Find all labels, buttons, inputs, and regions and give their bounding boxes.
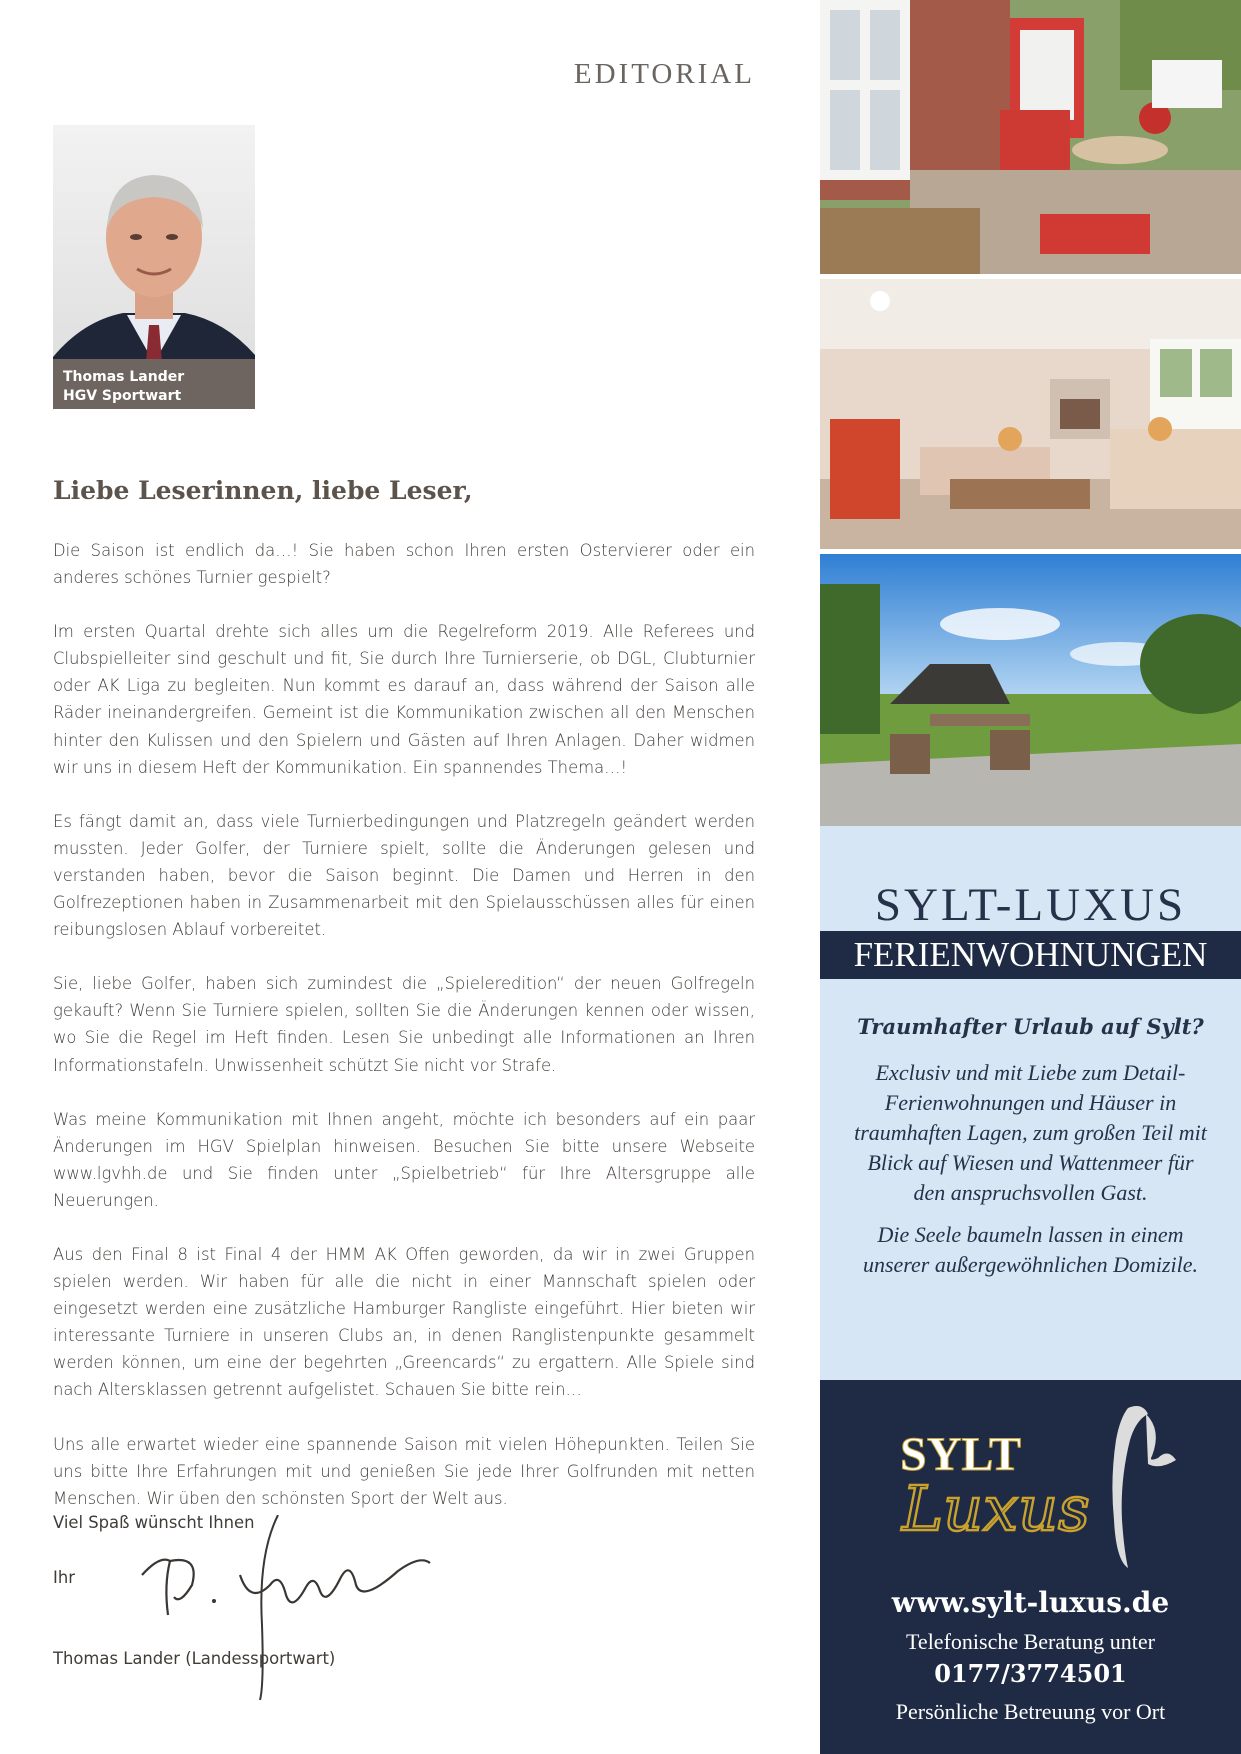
signoff-line: Thomas Lander (Landessportwart)	[53, 1649, 336, 1668]
phone-label: Telefonische Beratung unter	[906, 1629, 1155, 1654]
ad-info-panel	[820, 826, 1241, 1380]
paragraph: Sie, liebe Golfer, haben sich zumindest die „Spieleredition“ der neuen Golfregeln gekauft? Wenn Sie Turniere spielen, sollten Sie die Änderungen kennen oder wissen, wo Sie die Regel im Heft finden. Lesen Sie unbedingt alle Informationen an Ihren Informationstafeln. Unwissenheit schützt Sie nicht vor Strafe.	[53, 974, 755, 1075]
brand-subtitle: FERIENWOHNUNGEN	[820, 931, 1241, 979]
author-portrait	[53, 125, 255, 409]
ad-copy-paragraph: Die Seele baumeln lassen in einem unserer außergewöhnlichen Domizile.	[862, 1222, 1199, 1277]
section-label: EDITORIAL	[573, 58, 755, 90]
ad-copy-paragraph: Exclusiv und mit Liebe zum Detail-Ferienwohnungen und Häuser in traumhaften Lagen, zum großen Teil mit Blick auf Wiesen und Wattenmeer für den anspruchsvollen Gast.	[854, 1060, 1207, 1205]
living-room-photo	[820, 279, 1241, 549]
handwritten-signature	[130, 1515, 450, 1700]
author-name: Thomas Lander	[63, 369, 185, 385]
phone-number[interactable]: 0177/3774501	[934, 1659, 1127, 1688]
paragraph: Im ersten Quartal drehte sich alles um die Regelreform 2019. Alle Referees und Clubspielleiter sind geschult und fit, Sie durch Ihre Turnierserie, ob DGL, Clubturnier oder AK Liga zu begleiten. Nun kommt es darauf an, dass während der Saison alle Räder ineinandergreifen. Gemeint ist die Kommunikation zwischen all den Menschen hinter den Kulissen und den Spielern und Gästen auf Ihren Anlagen. Daher widmen wir uns in diesem Heft der Kommunikation. Ein spannendes Thema…!	[53, 622, 755, 777]
ad-headline: Traumhafter Urlaub auf Sylt?	[857, 1014, 1204, 1039]
brand-title: SYLT-LUXUS	[874, 879, 1187, 931]
terrace-photo	[820, 0, 1241, 274]
website-link[interactable]: www.sylt-luxus.de	[891, 1586, 1170, 1619]
ad-copy	[850, 1058, 1211, 1292]
sylt-luxus-logo	[890, 1400, 1180, 1575]
logo-sylt-text: SYLT	[900, 1428, 1021, 1481]
paragraph: Uns alle erwartet wieder eine spannende Saison mit vielen Höhepunkten. Teilen Sie uns bitte Ihre Erfahrungen mit und genießen Sie jede Ihrer Golfrunden mit netten Menschen. Wir üben den schönsten Sport der Welt aus.	[53, 1434, 755, 1508]
ihr-line: Ihr	[53, 1568, 75, 1587]
editorial-body	[53, 537, 755, 1512]
paragraph: Aus den Final 8 ist Final 4 der HMM AK Offen geworden, da wir in zwei Gruppen spielen werden. Wir haben für alle die nicht in einer Mannschaft spielen oder eingesetzt werden eine zusätzliche Hamburger Rangliste eingeführt. Hier bieten wir interessante Turniere in unseren Clubs an, in denen Ranglistenpunkte gesammelt werden können, um eine der begehrten „Greencards“ zu ergattern. Alle Spiele sind nach Altersklassen getrennt aufgelistet. Schauen Sie bitte rein…	[53, 1244, 755, 1400]
logo-luxus-text: Luxus	[902, 1472, 1090, 1545]
editorial-greeting: Liebe Leserinnen, liebe Leser,	[53, 476, 473, 505]
paragraph: Die Saison ist endlich da…! Sie haben schon Ihren ersten Ostervierer oder ein anderes schönes Turnier gespielt?	[53, 541, 755, 588]
advertisement	[820, 0, 1241, 1754]
author-role: HGV Sportwart	[63, 388, 182, 404]
service-note: Persönliche Betreuung vor Ort	[895, 1699, 1166, 1724]
paragraph: Was meine Kommunikation mit Ihnen angeht, möchte ich besonders auf ein paar Änderungen im HGV Spielplan hinweisen. Besuchen Sie bitte unsere Webseite www.lgvhh.de und Sie finden unter „Spielbetrieb“ für Ihre Altersgruppe alle Neuerungen.	[53, 1109, 755, 1210]
portrait-caption	[53, 359, 255, 409]
garden-photo	[820, 554, 1241, 826]
ad-contact-footer	[820, 1380, 1241, 1754]
closing-line: Viel Spaß wünscht Ihnen	[53, 1513, 255, 1532]
paragraph: Es fängt damit an, dass viele Turnierbedingungen und Platzregeln geändert werden mussten. Jeder Golfer, der Turniere spielt, sollte die Änderungen gelesen und verstanden haben, bevor die Saison beginnt. Die Damen und Herren in den Golfrezeptionen haben in Zusammenarbeit mit den Spielausschüssen alles für einen reibungslosen Ablauf vorbereitet.	[53, 811, 755, 940]
